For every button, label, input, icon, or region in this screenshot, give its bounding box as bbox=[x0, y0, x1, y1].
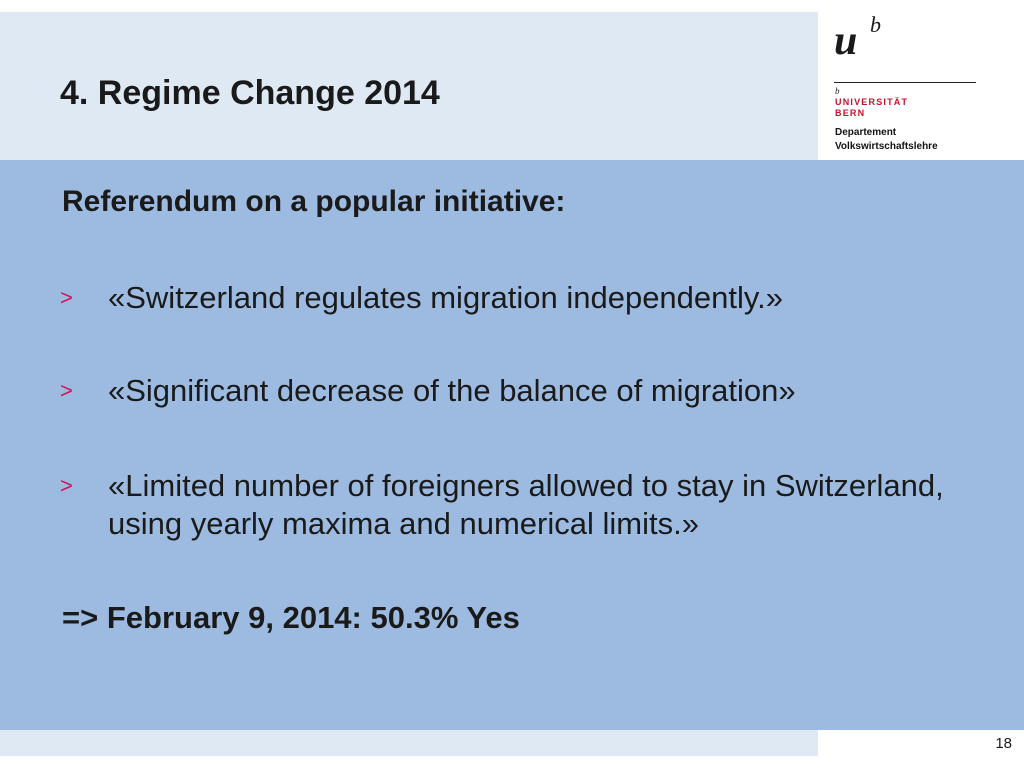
university-logo bbox=[818, 0, 1024, 160]
logo-university-text: UNIVERSITÄT bbox=[835, 97, 909, 107]
bullet-text: «Limited number of foreigners allowed to stay in Switzerland, using yearly maxima and numerical limits.» bbox=[108, 468, 944, 541]
bullet-marker-icon: > bbox=[60, 473, 73, 498]
bullet-text: «Significant decrease of the balance of migration» bbox=[108, 373, 796, 408]
page-number: 18 bbox=[995, 735, 1012, 752]
result-text: February 9, 2014: 50.3% Yes bbox=[106, 600, 520, 635]
logo-bern-text: BERN bbox=[835, 108, 866, 118]
bullet-marker-icon: > bbox=[60, 378, 73, 403]
bullet-marker-icon: > bbox=[60, 285, 73, 310]
content-subtitle: Referendum on a popular initiative: bbox=[62, 185, 566, 218]
footer-band bbox=[0, 730, 818, 756]
department-label: Departement bbox=[835, 127, 897, 138]
department-name: Volkswirtschaftslehre bbox=[835, 141, 938, 152]
bullet-text: «Switzerland regulates migration independently.» bbox=[108, 280, 783, 315]
logo-line-superscript: b bbox=[835, 86, 840, 96]
logo-mark-superscript: b bbox=[870, 14, 881, 37]
referendum-result bbox=[62, 600, 520, 636]
logo-mark-letter: u bbox=[834, 18, 858, 58]
slide-title: 4. Regime Change 2014 bbox=[60, 74, 440, 112]
logo-divider bbox=[834, 82, 976, 83]
content-band bbox=[0, 160, 1024, 730]
result-arrow: => bbox=[62, 600, 99, 635]
university-logo-mark-icon bbox=[834, 14, 894, 58]
